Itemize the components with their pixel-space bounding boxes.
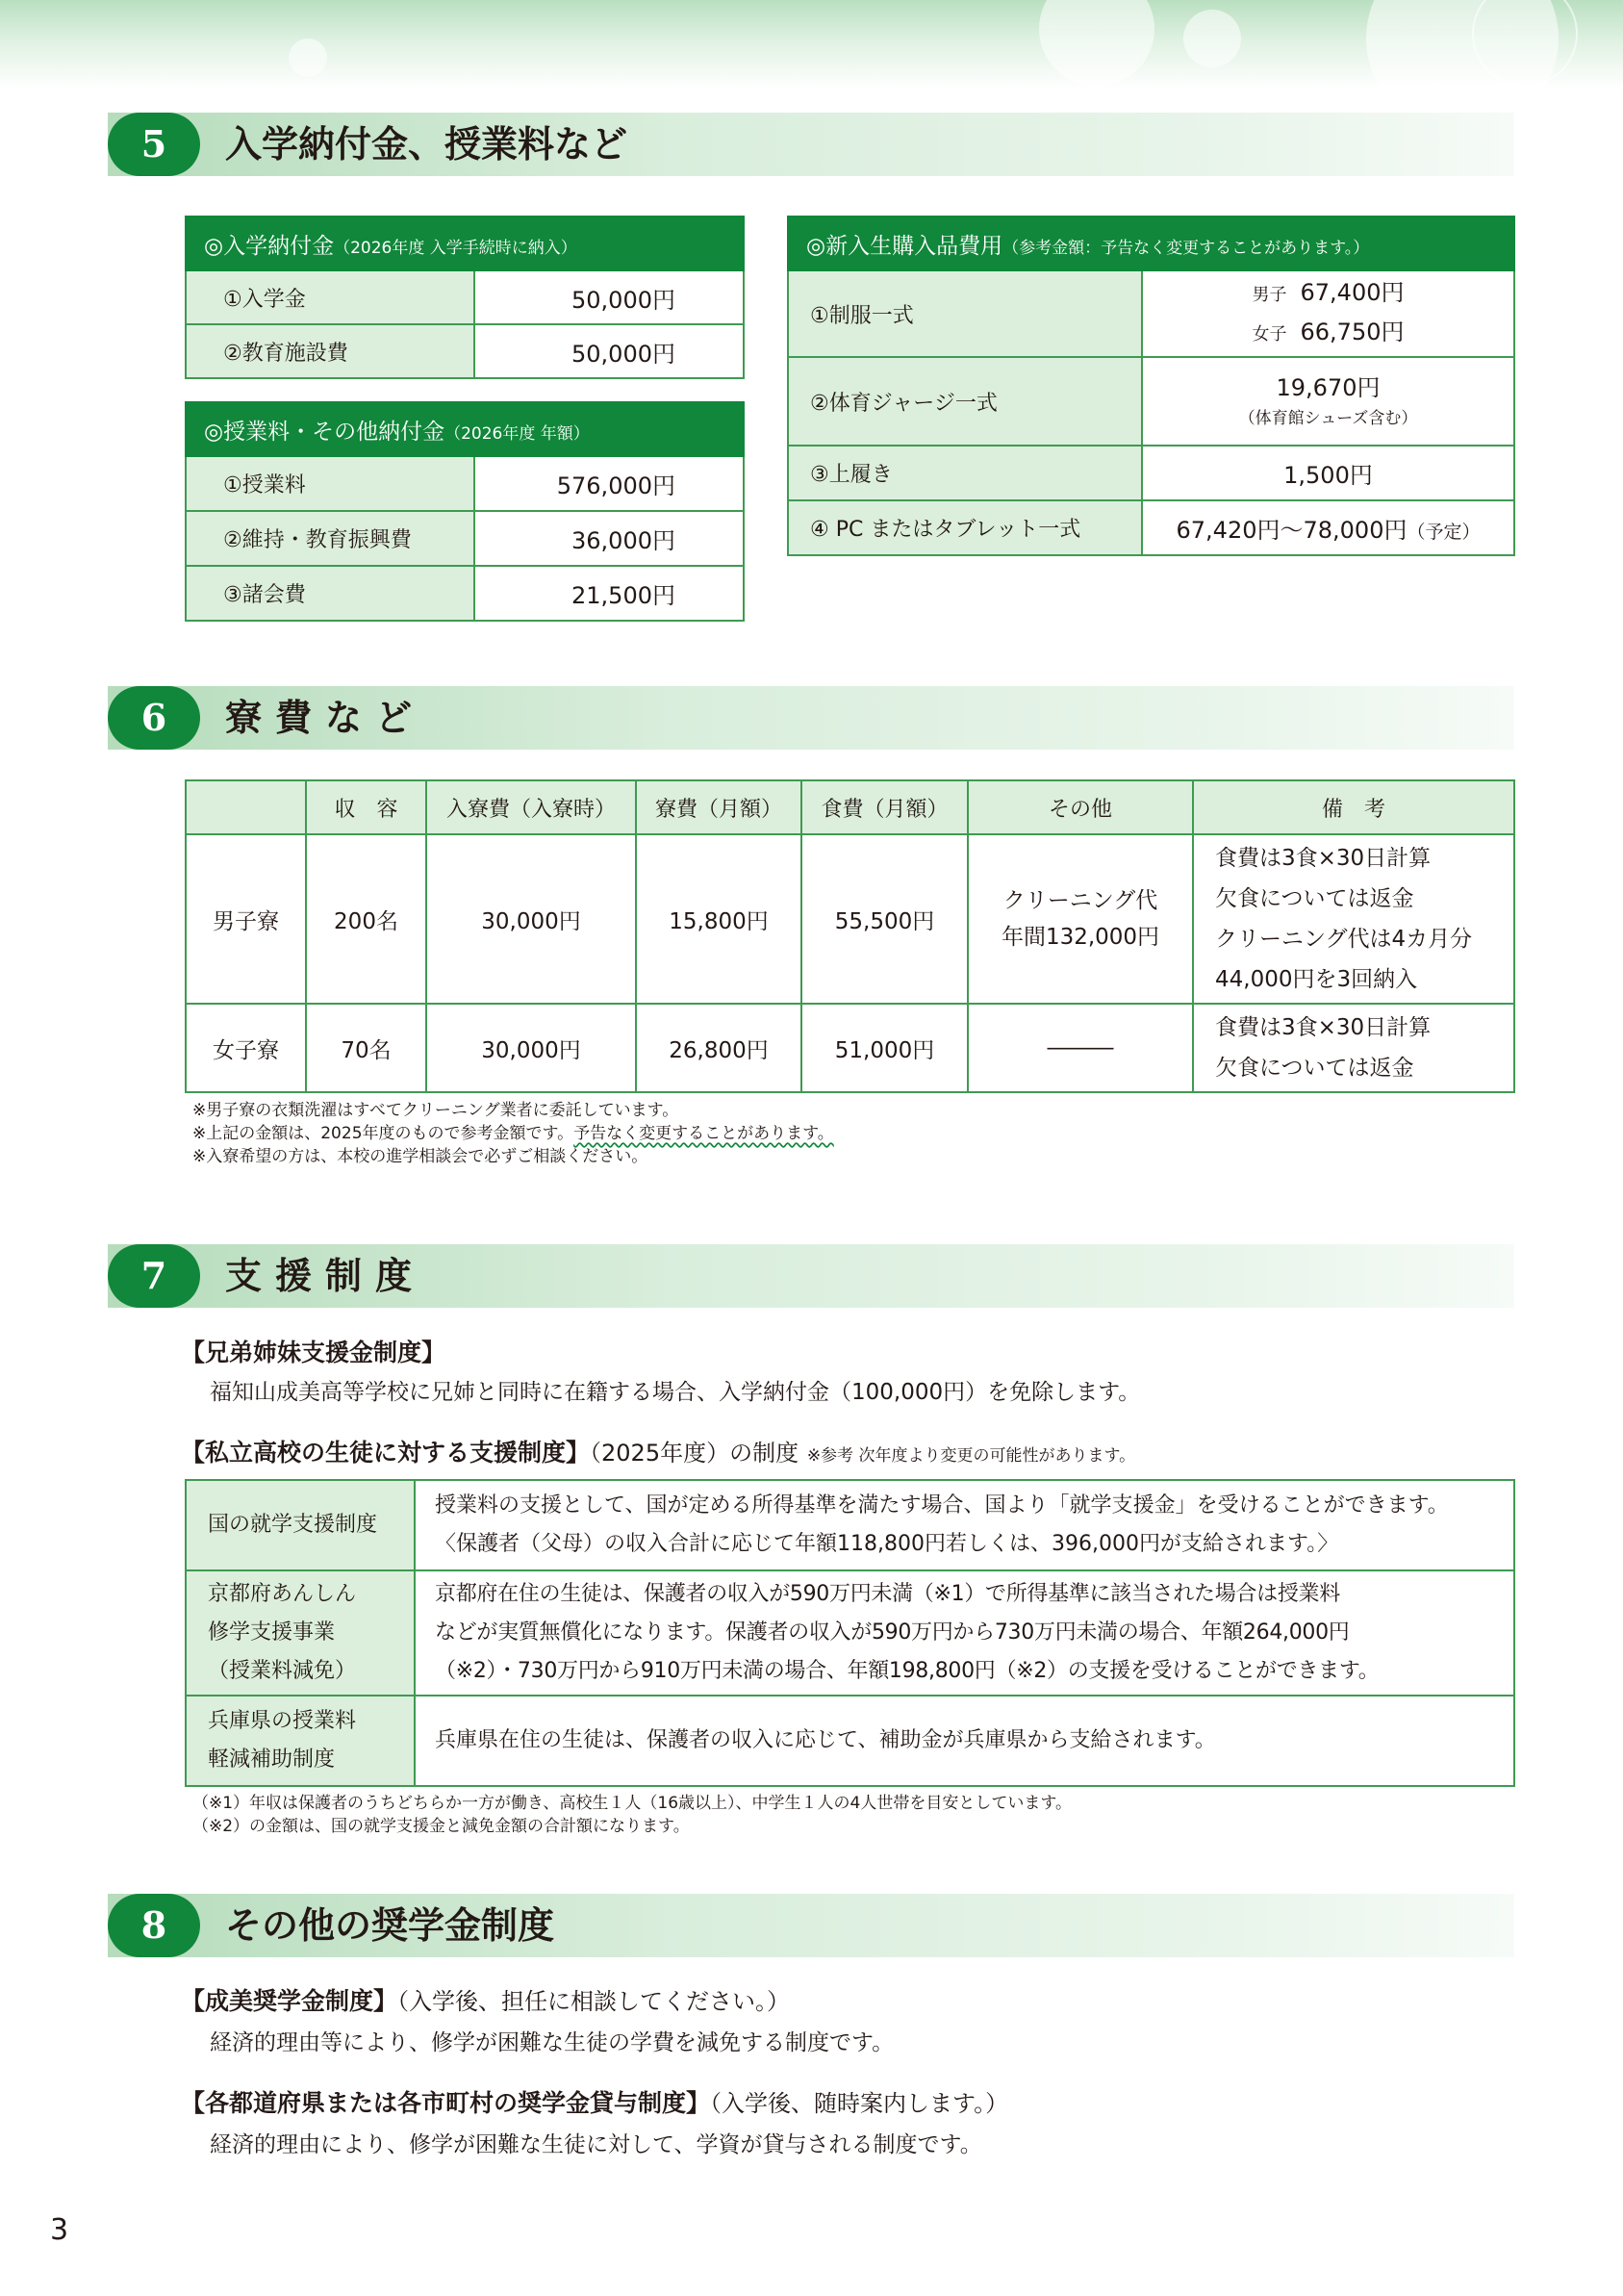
- support-notes: （※1）年収は保護者のうちどちらか一方が働き、高校生１人（16歳以上）、中学生１人の4人世帯を目安としています。 （※2）の金額は、国の就学支援金と減免金額の合計額になります。: [192, 1794, 1072, 1836]
- table-row: 国の就学支援制度 授業料の支援として、国が定める所得基準を満たす場合、国より「就学支援金」を受けることができます。 〈保護者（父母）の収入合計に応じて年額118,800円若しくは、396,000円が支給されます。〉: [186, 1480, 1514, 1570]
- table-row: ③上履き 1,500円: [788, 446, 1514, 500]
- prefecture-scholarship-body: 経済的理由により、修学が困難な生徒に対して、学資が貸与される制度です。: [210, 2132, 982, 2157]
- seibi-scholarship-body: 経済的理由等により、修学が困難な生徒の学費を減免する制度です。: [210, 2030, 895, 2055]
- entrance-fee-table: [185, 216, 745, 379]
- section-number: 5: [108, 113, 200, 176]
- dormitory-notes: ※男子寮の衣類洗濯はすべてクリーニング業者に委託しています。 ※上記の金額は、2025年度のもので参考金額です。予告なく変更することがあります。 ※入寮希望の方は、本校の進学相談会で必ずご相談ください。: [192, 1101, 834, 1166]
- purchase-cost-table: [787, 216, 1515, 556]
- section-7-header: [108, 1244, 1514, 1308]
- section-title: 寮費など: [225, 696, 426, 739]
- tuition-fee-table: [185, 401, 745, 622]
- section-5-header: [108, 113, 1514, 176]
- sibling-support-body: 福知山成美高等学校に兄姉と同時に在籍する場合、入学納付金（100,000円）を免除します。: [210, 1380, 1141, 1405]
- table-row: ②維持・教育振興費 36,000円: [186, 511, 744, 566]
- table-row: 兵庫県の授業料 軽減補助制度 兵庫県在住の生徒は、保護者の収入に応じて、補助金が兵庫県から支給されます。: [186, 1696, 1514, 1786]
- table-row: 女子寮 70名 30,000円 26,800円 51,000円 ――― 食費は3食×30日計算 欠食については返金: [186, 1004, 1514, 1092]
- section-number: 7: [108, 1244, 200, 1308]
- table-row: ③諸会費 21,500円: [186, 566, 744, 621]
- section-6-header: [108, 686, 1514, 750]
- private-support-heading: 【私立高校の生徒に対する支援制度】（2025年度）の制度 ※参考 次年度より変更の可能性があります。: [181, 1439, 1136, 1467]
- prefecture-scholarship-heading: 【各都道府県または各市町村の奨学金貸与制度】（入学後、随時案内します。）: [181, 2089, 1009, 2117]
- table-row: ①授業料 576,000円: [186, 456, 744, 511]
- section-title: 入学納付金、授業料など: [225, 122, 628, 166]
- section-number: 6: [108, 686, 200, 750]
- table-row: ④ PC またはタブレット一式 67,420円～78,000円（予定）: [788, 500, 1514, 555]
- table-row: ②体育ジャージ一式 19,670円 （体育館シューズ含む）: [788, 357, 1514, 446]
- table-caption: ◎入学納付金（2026年度 入学手続時に納入）: [186, 217, 744, 270]
- table-caption: ◎新入生購入品費用（参考金額：予告なく変更することがあります。）: [788, 217, 1514, 270]
- section-number: 8: [108, 1894, 200, 1957]
- table-row: ②教育施設費 50,000円: [186, 324, 744, 378]
- seibi-scholarship-heading: 【成美奨学金制度】（入学後、担任に相談してください。）: [181, 1987, 791, 2015]
- section-title: その他の奨学金制度: [225, 1903, 555, 1947]
- section-title: 支援制度: [225, 1254, 426, 1297]
- table-row: ①制服一式 男子 67,400円 女子 66,750円: [788, 270, 1514, 357]
- table-row: 京都府あんしん 修学支援事業 （授業料減免） 京都府在住の生徒は、保護者の収入が590万円未満（※1）で所得基準に該当された場合は授業料 などが実質無償化になります。保護者の収入が590万円から730万円未満の場合、年額264,000円 （※2）・730万円から910万円未満の場合、年額198,800円（※2）の支援を受けることができます。: [186, 1570, 1514, 1696]
- table-header-row: 収 容 入寮費（入寮時） 寮費（月額） 食費（月額） その他 備 考: [186, 780, 1514, 834]
- support-program-table: [185, 1479, 1515, 1787]
- table-row: 男子寮 200名 30,000円 15,800円 55,500円 クリーニング代 年間132,000円 食費は3食×30日計算 欠食については返金 クリーニング代は4カ月分 44,000円を3回納入: [186, 834, 1514, 1004]
- page-number: 3: [50, 2213, 69, 2247]
- dormitory-fee-table: [185, 779, 1515, 1093]
- table-caption: ◎授業料・その他納付金（2026年度 年額）: [186, 402, 744, 456]
- section-8-header: [108, 1894, 1514, 1957]
- table-row: ①入学金 50,000円: [186, 270, 744, 324]
- top-decoration: [0, 0, 1623, 89]
- sibling-support-heading: 【兄弟姉妹支援金制度】: [181, 1339, 446, 1366]
